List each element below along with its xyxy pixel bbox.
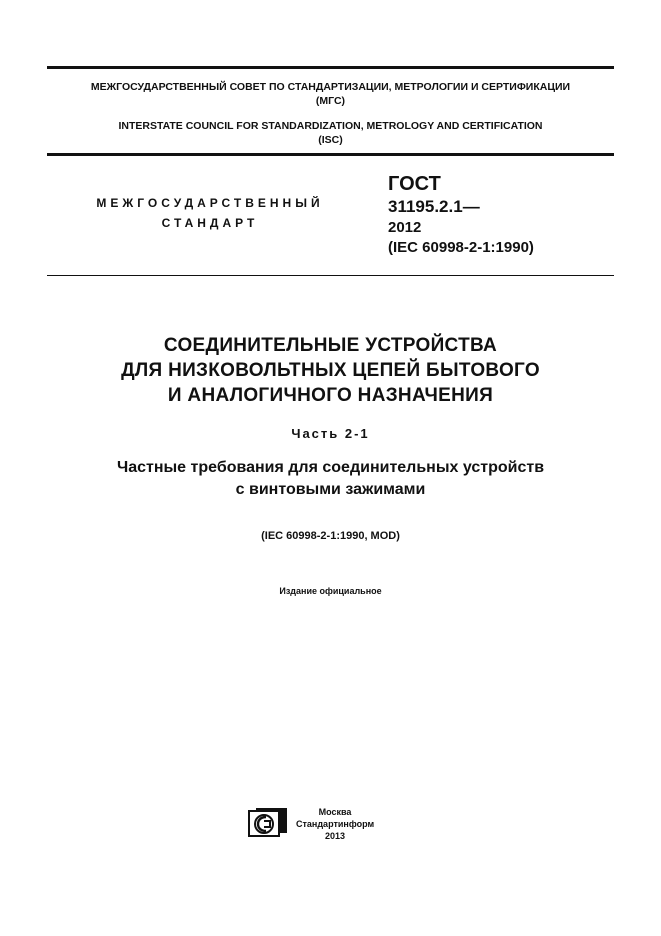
iec-reference: (IEC 60998-2-1:1990, MOD) — [261, 530, 400, 542]
gost-number: 31195.2.1— — [388, 197, 480, 216]
gost-iec: (IEC 60998-2-1:1990) — [388, 239, 534, 256]
document-subtitle — [30, 457, 631, 501]
publisher-year: 2013 — [324, 831, 346, 841]
subtitle-line2: с винтовыми зажимами — [235, 481, 426, 498]
publisher-info — [296, 806, 374, 842]
council-ru-line1: МЕЖГОСУДАРСТВЕННЫЙ СОВЕТ ПО СТАНДАРТИЗАЦИИ, МЕТРОЛОГИИ И СЕРТИФИКАЦИИ — [90, 81, 571, 93]
subtitle-line1: Частные требования для соединительных устройств — [116, 459, 545, 476]
gost-designation — [388, 172, 534, 258]
title-line2: ДЛЯ НИЗКОВОЛЬТНЫХ ЦЕПЕЙ БЫТОВОГО — [121, 360, 540, 381]
part-label: Часть 2-1 — [291, 426, 370, 441]
standartinform-logo-icon — [248, 808, 288, 838]
document-title — [30, 333, 631, 408]
top-rule — [47, 66, 614, 69]
edition-label: Издание официальное — [279, 586, 382, 596]
standard-type-line1: МЕЖГОСУДАРСТВЕННЫЙ — [96, 196, 324, 210]
gost-year: 2012 — [388, 219, 422, 236]
standard-type-line2: СТАНДАРТ — [161, 216, 259, 230]
publisher-name: Стандартинформ — [296, 819, 375, 829]
title-line1: СОЕДИНИТЕЛЬНЫЕ УСТРОЙСТВА — [163, 335, 498, 356]
council-ru — [47, 80, 614, 108]
council-en-line2: (ISC) — [318, 134, 343, 146]
gost-label: ГОСТ — [388, 173, 441, 195]
council-en — [47, 119, 614, 147]
council-ru-line2: (МГС) — [315, 95, 346, 107]
publisher-city: Москва — [318, 807, 352, 817]
council-en-line1: INTERSTATE COUNCIL FOR STANDARDIZATION, METROLOGY AND CERTIFICATION — [118, 120, 543, 132]
designation-rule — [47, 275, 614, 276]
header-bottom-rule — [47, 153, 614, 156]
title-line3: И АНАЛОГИЧНОГО НАЗНАЧЕНИЯ — [167, 385, 494, 406]
standard-type-label — [60, 193, 360, 233]
